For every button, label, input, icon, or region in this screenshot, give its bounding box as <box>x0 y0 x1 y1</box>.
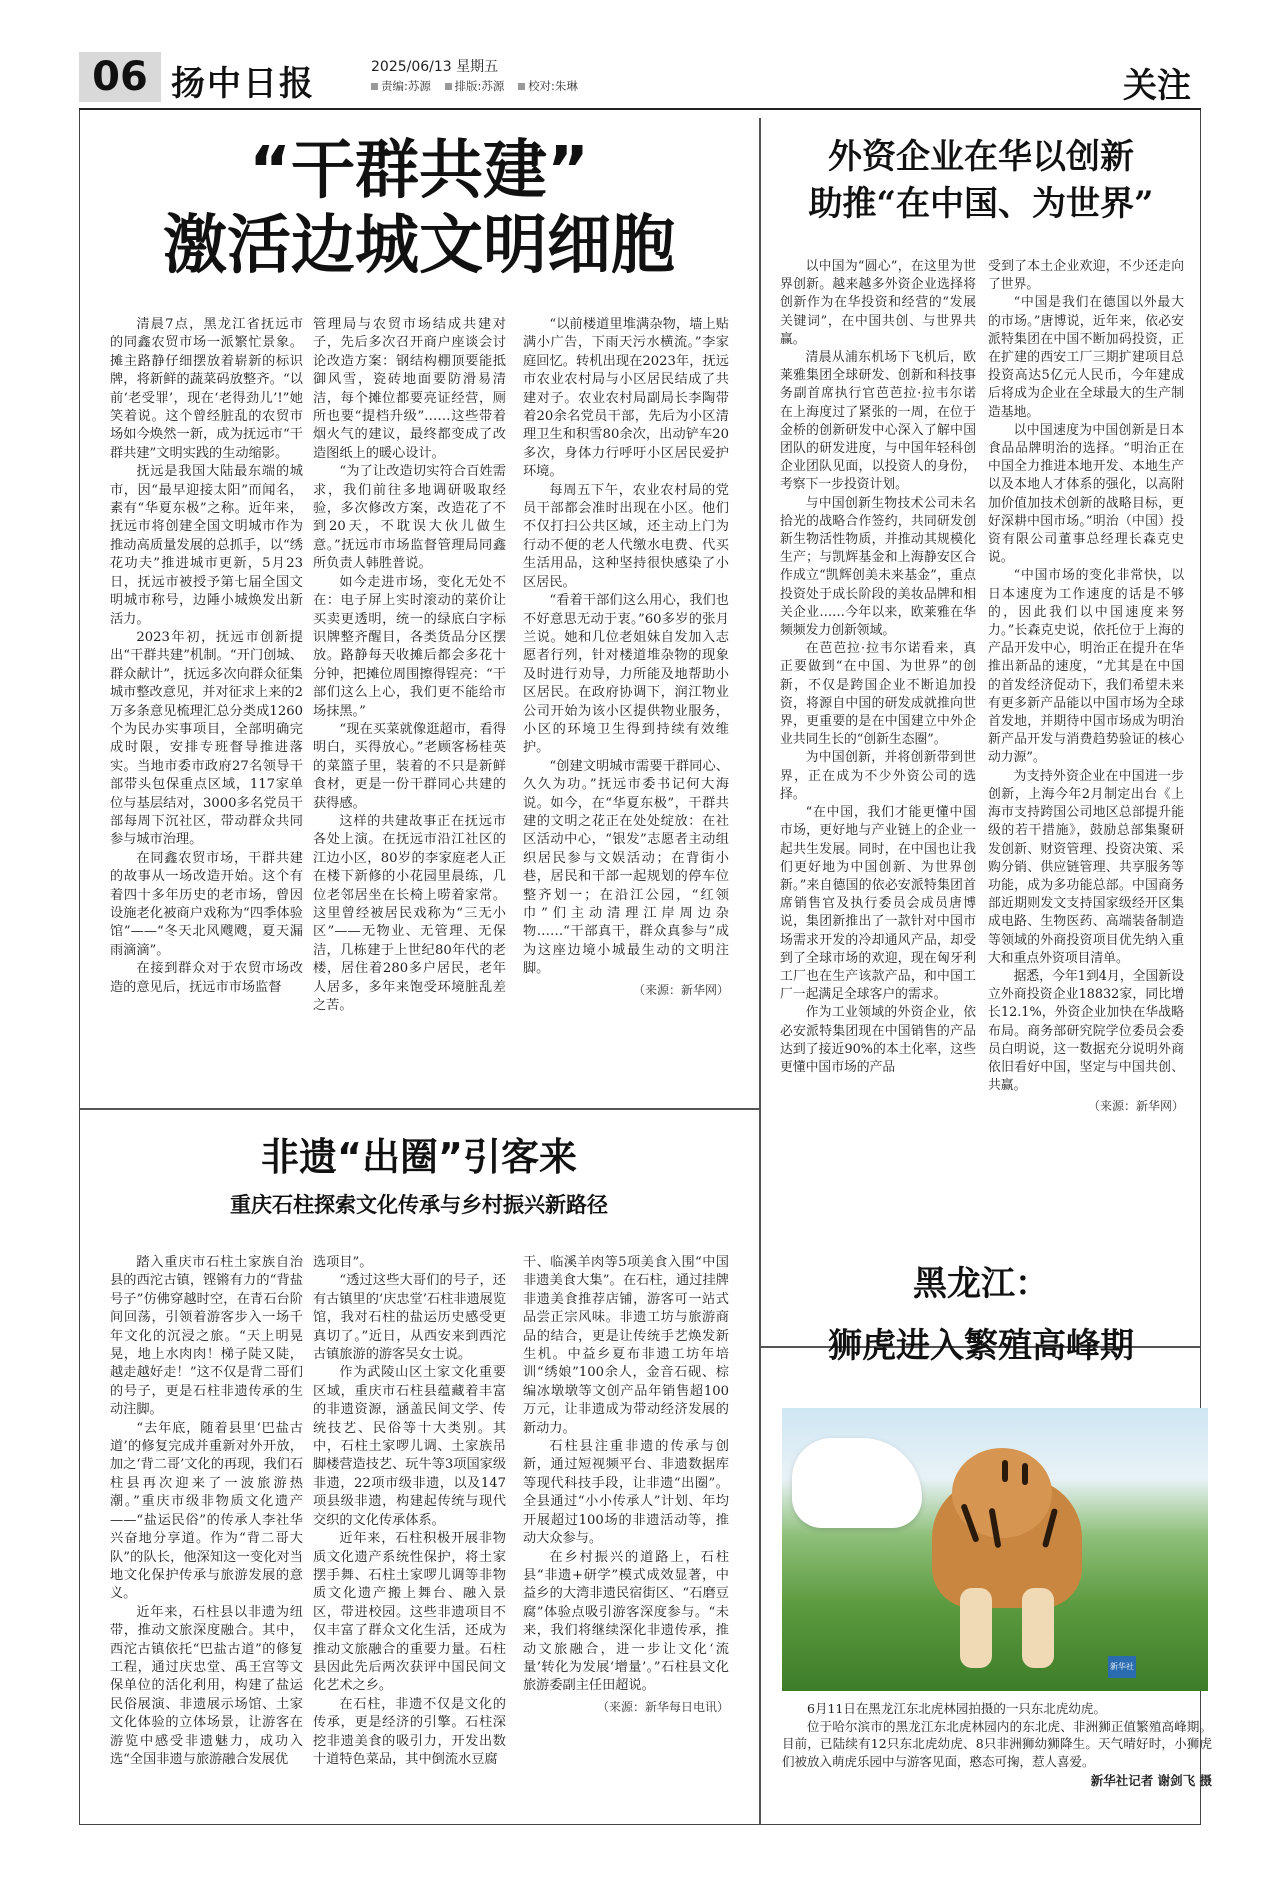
article1-column-1 <box>110 316 303 1102</box>
paragraph: 为支持外资企业在中国进一步创新，上海今年2月制定出台《上海市支持跨国公司地区总部提升能级的若干措施》，鼓励总部集聚研发创新、财资管理、投资决策、采购分销、供应链管理、共享服务等功能，成为多功能总部。中国商务部近期则发文支持国家级经开区集成电路、生物医药、高端装备制造等领域的外商投资项目优先纳入重大和重点外资项目清单。 <box>988 768 1184 966</box>
article3-column-1 <box>110 1254 303 1814</box>
paragraph: 在同鑫农贸市场，干群共建的故事从一场改造开始。这个有着四十多年历史的老市场，曾因设施老化被商户戏称为“四季体验馆”——“冬天北风飕飕，夏天漏雨滴滴”。 <box>110 850 303 958</box>
article3-column-3 <box>523 1254 729 1814</box>
paragraph: 干、临溪羊肉等5项美食入围“中国非遗美食大集”。在石柱，通过挂牌非遗美食推荐店铺，游客可一站式品尝正宗风味。非遗工坊与旅游商品的结合，更是让传统手艺焕发新生机。中益乡夏布非遗工坊年培训“绣娘”100余人，金音石砚、棕编冰墩墩等文创产品年销售超100万元，让非遗成为带动经济发展的新动力。 <box>523 1255 729 1436</box>
paragraph: 在乡村振兴的道路上，石柱县“非遗+研学”模式成效显著，中益乡的大湾非遗民宿街区、“石磨豆腐”体验点吸引游客深度参与。“未来，我们将继续深化非遗传承，推动文旅融合，进一步让文化‘流量’转化为发展‘增量’。”石柱县文化旅游委副主任田超说。 <box>523 1549 729 1694</box>
caption-body: 位于哈尔滨市的黑龙江东北虎林园内的东北虎、非洲狮正值繁殖高峰期。目前，已陆续有12只东北虎幼虎、8只非洲狮幼狮降生。天气晴好时，小狮虎们被放入萌虎乐园中与游客见面，憨态可掬，惹人喜爱。 <box>782 1718 1212 1769</box>
paragraph: 近年来，石柱积极开展非物质文化遗产系统性保护，将土家摆手舞、石柱土家啰儿调等非物质文化遗产搬上舞台、融入景区，带进校园。这些非遗项目不仅丰富了群众文化生活，还成为推动文旅融合的重要力量。石柱县因此先后两次获评中国民间文化艺术之乡。 <box>313 1531 506 1694</box>
article1-title-line2: 激活边城文明细胞 <box>163 209 675 283</box>
article3-source: （来源：新华每日电讯） <box>596 1699 729 1714</box>
article2-column-2 <box>988 258 1184 1328</box>
tiger-cub-photo <box>782 1408 1208 1691</box>
paragraph: 受到了本土企业欢迎，不少还走向了世界。 <box>988 259 1184 293</box>
paragraph: “以前楼道里堆满杂物，墙上贴满小广告，下雨天污水横流。”李家庭回忆。转机出现在2023年，抚远市农业农村局与小区居民结成了共建对子。农业农村局副局长李陶带着20余名党员干部，先后为小区清理卫生和积雪80余次，出动铲车20多次，身体力行呼吁小区居民爱护环境。 <box>523 317 729 480</box>
paragraph: 在石柱，非遗不仅是文化的传承，更是经济的引擎。石柱深挖非遗美食的吸引力，开发出数十道特色菜品，其中倒流水豆腐 <box>313 1696 506 1767</box>
article2-source: （来源：新华网） <box>1087 1099 1184 1114</box>
article3-subtitle: 重庆石柱探索文化传承与乡村振兴新路径 <box>230 1192 608 1217</box>
staff-editor: 责编:苏源 <box>371 79 431 93</box>
newspaper-name: 扬中日报 <box>171 64 315 104</box>
article4-title-line1: 黑龙江： <box>913 1264 1049 1304</box>
paragraph: 为中国创新，并将创新带到世界，正在成为不少外资公司的选择。 <box>780 750 976 802</box>
article1-source: （来源：新华网） <box>632 982 729 997</box>
paragraph: 如今走进市场，变化无处不在：电子屏上实时滚动的菜价让买卖更透明，统一的绿底白字标识牌整齐醒目，各类货品分区摆放。路静每天收摊后都会多花十分钟，把摊位周围擦得锃亮：“干部们这么上心，我们更不能给市场抹黑。” <box>313 574 506 719</box>
page-number: 06 <box>79 52 161 102</box>
paragraph: 与中国创新生物技术公司未名拾光的战略合作签约，共同研发创新生物活性物质，并推动其规模化生产；与凯辉基金和上海静安区合作成立“凯辉创美未来基金”，重点投资处于成长阶段的美妆品牌和相关企业……今年以来，欧莱雅在华频频发力创新领域。 <box>780 495 976 639</box>
photo-caption <box>782 1700 1212 1790</box>
article1-column-2 <box>313 316 506 1102</box>
paragraph: “透过这些大哥们的号子，还有古镇里的‘庆忠堂’石柱非遗展览馆，我对石柱的盐运历史感受更真切了。”近日，从西安来到西沱古镇旅游的游客吴女士说。 <box>313 1273 506 1363</box>
article1-column-3 <box>523 316 729 1102</box>
paragraph: 作为武陵山区土家文化重要区域，重庆市石柱县蕴藏着丰富的非遗资源，涵盖民间文学、传统技艺、民俗等十大类别。其中，石柱土家啰儿调、土家族吊脚楼营造技艺、玩牛等3项国家级非遗，22项市级非遗，以及147项县级非遗，构建起传统与现代交织的文化传承体系。 <box>313 1365 506 1528</box>
staff-proof: 校对:朱琳 <box>518 79 578 93</box>
paragraph: 以中国速度为中国创新是日本食品品牌明治的选择。“明治正在中国全力推进本地开发、本地生产以及本地人才体系的强化，以高附加价值加技术创新的战略目标，更好深耕中国市场。”明治（中国）投资有限公司董事总经理长森克史说。 <box>988 422 1184 566</box>
paragraph: 每周五下午，农业农村局的党员干部都会准时出现在小区。他们不仅打扫公共区域，还主动上门为行动不便的老人代缴水电费、代买生活用品，这种坚持很快感染了小区居民。 <box>523 482 729 590</box>
issue-date: 2025/06/13 星期五 <box>371 59 499 75</box>
section-name: 关注 <box>1123 66 1191 106</box>
column-divider-lower <box>759 1108 761 1825</box>
page-header <box>79 52 1201 108</box>
paragraph: “在中国，我们才能更懂中国市场，更好地与产业链上的企业一起共生发展。同时，在中国也让我们更好地为中国创新、为世界创新。”来自德国的依必安派特集团首席销售官及执行委员会成员唐博说，集团新推出了一款针对中国市场需求开发的冷却通风产品，却受到了全球市场的欢迎，现在匈牙利工厂也在生产该款产品，和中国工厂一起满足全球客户的需求。 <box>780 805 976 1003</box>
paragraph: “看着干部们这么用心，我们也不好意思无动于衷。”60多岁的张月兰说。她和几位老姐妹自发加入志愿者行列，针对楼道堆杂物的现象及时进行劝导，力所能及地帮助小区居民。在政府协调下，润江物业公司开始为该小区提供物业服务，小区的环境卫生得到持续有效维护。 <box>523 593 729 756</box>
photo-credit: 新华社记者 谢剑飞 摄 <box>1090 1773 1212 1789</box>
paragraph: 石柱县注重非遗的传承与创新，通过短视频平台、非遗数据库等现代科技手段，让非遗“出圈”。全县通过“小小传承人”计划、年均开展超过100场的非遗活动等，推动大众参与。 <box>523 1439 729 1547</box>
article1-title-line1: “干群共建” <box>248 134 590 208</box>
article2-title-line2: 助推“在中国、为世界” <box>808 184 1154 224</box>
paragraph: 抚远是我国大陆最东端的城市，因“最早迎接太阳”而闻名，素有“华夏东极”之称。近年来，抚远市将创建全国文明城市作为推动高质量发展的总抓手，以“绣花功夫”推进城市更新，5月23日，抚远市被授予第七届全国文明城市称号，边陲小城焕发出新活力。 <box>110 464 303 627</box>
paragraph: “现在买菜就像逛超市，看得明白，买得放心。”老顾客杨桂英的菜篮子里，装着的不只是新鲜食材，更是一份干群同心共建的获得感。 <box>313 721 506 811</box>
article3-column-2 <box>313 1254 506 1814</box>
paragraph: “去年底，随着县里‘巴盐古道’的修复完成并重新对外开放，加之‘背二哥’文化的再现，我们石柱县再次迎来了一波旅游热潮。”重庆市级非物质文化遗产——“盐运民俗”的传承人李社华兴奋地分享道。作为“背二哥大队”的队长，他深知这一变化对当地文化保护传承与旅游发展的意义。 <box>110 1420 303 1602</box>
caption-line: 6月11日在黑龙江东北虎林园拍摄的一只东北虎幼虎。 <box>807 1701 1106 1716</box>
paragraph: “中国是我们在德国以外最大的市场。”唐博说，近年来，依必安派特集团在中国不断加码投资，正在扩建的西安工厂三期扩建项目总投资高达5亿元人民币，今年建成后将成为企业在全球最大的生产制造基地。 <box>988 295 1184 420</box>
pillow-shape <box>792 1438 922 1528</box>
paragraph: 以中国为“圆心”，在这里为世界创新。越来越多外资企业选择将创新作为在华投资和经营的“发展关键词”，在中国共创、与世界共赢。 <box>780 259 976 347</box>
paragraph: 据悉，今年1到4月，全国新设立外商投资企业18832家，同比增长12.1%，外资企业加快在华战略布局。商务部研究院学位委员会委员白明说，这一数据充分说明外商依旧看好中国，坚定与中国共创、共赢。 <box>988 968 1184 1094</box>
staff-layout: 排版:苏源 <box>445 79 505 93</box>
paragraph: 选项目”。 <box>313 1255 373 1270</box>
paragraph: 清晨从浦东机场下飞机后，欧莱雅集团全球研发、创新和科技事务副首席执行官芭芭拉·拉韦尔诺在上海度过了紧张的一周，在位于金桥的创新研发中心深入了解中国团队的研发进度，与中国年轻科创企业团队见面，以投资人的身份，考察下一步投资计划。 <box>780 350 976 493</box>
paragraph: 在接到群众对于农贸市场改造的意见后，抚远市市场监督 <box>110 961 303 995</box>
paragraph: 管理局与农贸市场结成共建对子，先后多次召开商户座谈会讨论改造方案：钢结构棚顶要能抵御风雪，瓷砖地面要防滑易清洁，每个摊位都要亮证经营，厕所也要“提档升级”……这些带着烟火气的建议，最终都变成了改造图纸上的暖心设计。 <box>313 317 506 461</box>
paragraph: 清晨7点，黑龙江省抚远市的同鑫农贸市场一派繁忙景象。摊主路静仔细摆放着崭新的标识牌，将新鲜的蔬菜码放整齐。“以前‘老受罪’，现在‘老得劲儿’!”她笑着说。这个曾经脏乱的农贸市场如今焕然一新，成为抚远市“干群共建”文明实践的生动缩影。 <box>110 317 303 461</box>
paragraph: 这样的共建故事正在抚远市各处上演。在抚远市沿江社区的江边小区，80岁的李家庭老人正在楼下新修的小花园里晨练，几位老邻居坐在长椅上唠着家常。这里曾经被居民戏称为“三无小区”——无物业、无管理、无保洁，几栋建于上世纪80年代的老楼，居住着280多户居民，老年人居多，多年来饱受环境脏乱差之苦。 <box>313 813 506 1014</box>
paragraph: “为了让改造切实符合百姓需求，我们前往多地调研吸取经验，多次修改方案，改造花了不到20天，不耽误大伙儿做生意。”抚远市市场监督管理局同鑫所负责人韩胜普说。 <box>313 464 506 572</box>
staff-credits <box>371 78 588 94</box>
paragraph: 作为工业领域的外资企业，依必安派特集团现在中国销售的产品达到了接近90%的本土化率，这些更懂中国市场的产品 <box>780 1005 976 1075</box>
article4-title-line2: 狮虎进入繁殖高峰期 <box>828 1326 1134 1366</box>
paragraph: 近年来，石柱县以非遗为纽带，推动文旅深度融合。其中，西沱古镇依托“巴盐古道”的修复工程，通过庆忠堂、禹王宫等文保单位的活化利用，构建了盐运民俗展演、非遗展示场馆、土家文化体验的立体场景，让游客在游览中感受非遗魅力，成功入选“全国非遗与旅游融合发展优 <box>110 1604 303 1767</box>
article3-title: 非遗“出圈”引客来 <box>261 1135 577 1179</box>
paragraph: 在芭芭拉·拉韦尔诺看来，真正要做到“在中国、为世界”的创新，不仅是跨国企业不断追加投资，将源自中国的研发成就推向世界，更重要的是在中国建立中外企业共同生长的“创新生态圈”。 <box>780 641 976 748</box>
paragraph: 2023年初，抚远市创新提出“干群共建”机制。“开门创城、群众献计”，抚远多次向群众征集城市整改意见，并对征求上来的2万多条意见梳理汇总分类成1260个为民办实事项目，全部明确完成时限，安排专班督导推进落实。当地市委市政府27名领导干部带头包保重点区域，117家单位与基层结对，3000多名党员干部每周下沉社区，带动群众共同参与城市治理。 <box>110 629 303 848</box>
section-divider-left <box>79 1108 760 1110</box>
photo-agency-badge: 新华社 <box>1108 1656 1136 1678</box>
paragraph: 踏入重庆市石柱土家族自治县的西沱古镇，铿锵有力的“背盐号子”仿佛穿越时空，在青石台阶间回荡，引领着游客步入一场千年文化的沉浸之旅。“天上明晃晃，地上水肉肉！梯子陡又陡，越走越好走！”这不仅是背二哥们的号子，更是石柱非遗传承的生动注脚。 <box>110 1255 303 1418</box>
article2-title-line1: 外资企业在华以创新 <box>828 137 1134 177</box>
paragraph: “中国市场的变化非常快，以日本速度为工作速度的话是不够的，因此我们以中国速度来努力。”长森克史说，依托位于上海的产品开发中心，明治正在提升在华推出新品的速度，“尤其是在中国的首发经济促动下，我们希望未来有更多新产品能以中国市场为全球首发地，并期待中国市场成为明治新产品开发与消费趋势验证的核心动力源”。 <box>988 568 1184 766</box>
article2-column-1 <box>780 258 976 1328</box>
paragraph: “创建文明城市需要干群同心、久久为功。”抚远市委书记何大海说。如今，在“华夏东极”，干群共建的文明之花正在处处绽放：在社区活动中心，“银发”志愿者主动组织居民参与文娱活动；在背街小巷，居民和干部一起规划的停车位整齐划一；在沿江公园，“红领巾”们主动清理江岸周边杂物……“干部真干，群众真参与”成为这座边境小城最生动的文明注脚。 <box>523 758 729 977</box>
